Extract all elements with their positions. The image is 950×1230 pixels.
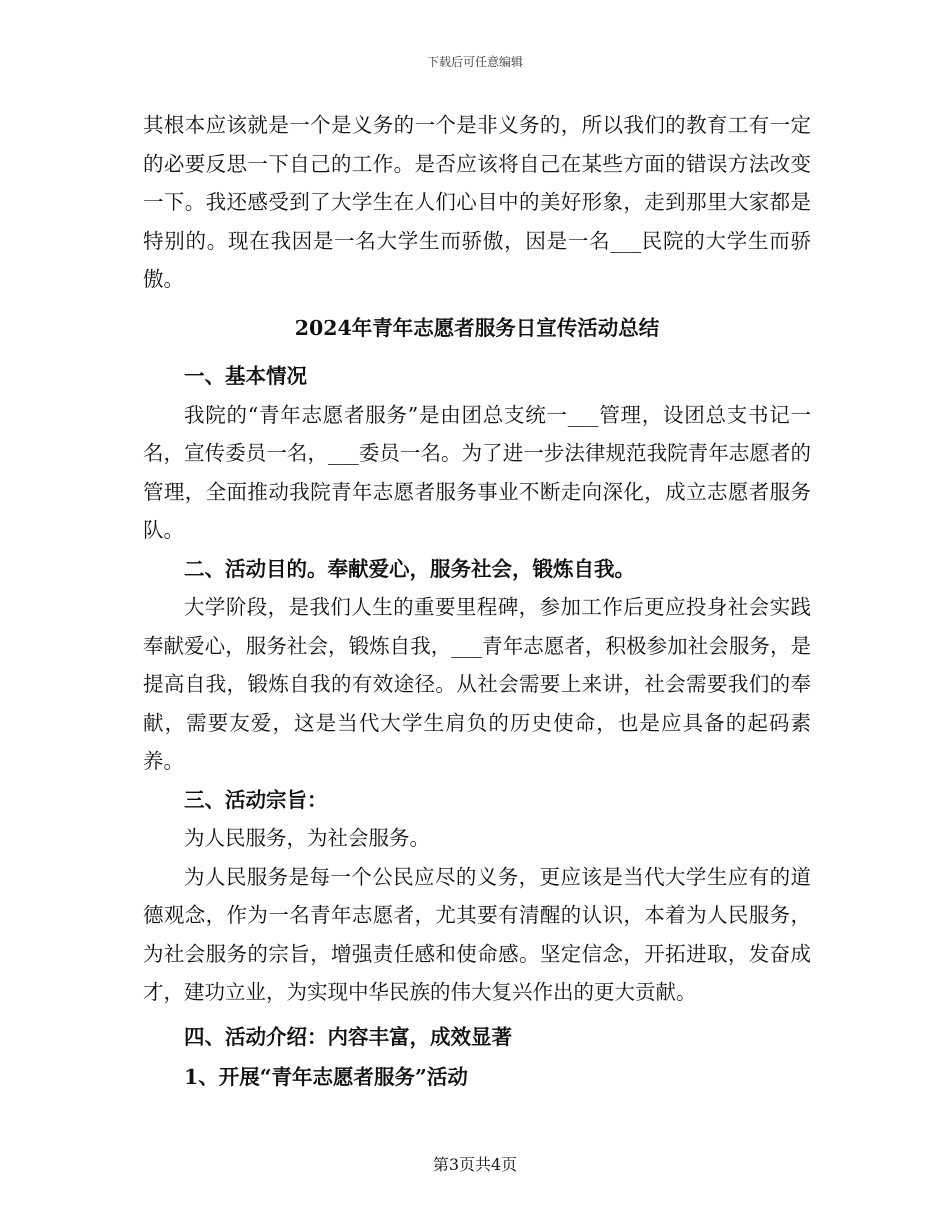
section-2-paragraph: 大学阶段，是我们人生的重要里程碑，参加工作后更应投身社会实践奉献爱心，服务社会，锻炼自我，___青年志愿者，积极参加社会服务，是提高自我，锻炼自我的有效途径。从社会需要上来讲，社会需要我们的奉献，需要友爱，这是当代大学生肩负的历史使命，也是应具备的起码素养。 [143,595,811,773]
document-title: 2024年青年志愿者服务日宣传活动总结 [294,315,660,340]
document-body [143,106,811,1097]
section-4-sub-1-heading: 1、开展“青年志愿者服务”活动 [184,1065,468,1089]
section-1-paragraph: 我院的“青年志愿者服务”是由团总支统一___管理，设团总支书记一名，宣传委员一名，___委员一名。为了进一步法律规范我院青年志愿者的管理，全面推动我院青年志愿者服务事业不断走向深化，成立志愿者服务队。 [143,402,811,542]
section-4-heading: 四、活动介绍：内容丰富，成效显著 [184,1024,512,1049]
section-3-heading: 三、活动宗旨： [184,787,328,812]
header-note: 下载后可任意编辑 [426,55,523,69]
section-2-heading: 二、活动目的。奉献爱心，服务社会，锻炼自我。 [184,556,635,581]
section-3-line: 为人民服务，为社会服务。 [184,826,430,850]
page-indicator: 第3页共4页 [432,1155,518,1174]
intro-paragraph: 其根本应该就是一个是义务的一个是非义务的，所以我们的教育工有一定的必要反思一下自己的工作。是否应该将自己在某些方面的错误方法改变一下。我还感受到了大学生在人们心目中的美好形象，走到那里大家都是特别的。现在我因是一名大学生而骄傲，因是一名___民院的大学生而骄傲。 [143,113,811,291]
section-3-paragraph: 为人民服务是每一个公民应尽的义务，更应该是当代大学生应有的道德观念，作为一名青年志愿者，尤其要有清醒的认识，本着为人民服务，为社会服务的宗旨，增强责任感和使命感。坚定信念，开拓进取，发奋成才，建功立业，为实现中华民族的伟大复兴作出的更大贡献。 [143,864,811,1004]
section-1-heading: 一、基本情况 [184,364,307,388]
